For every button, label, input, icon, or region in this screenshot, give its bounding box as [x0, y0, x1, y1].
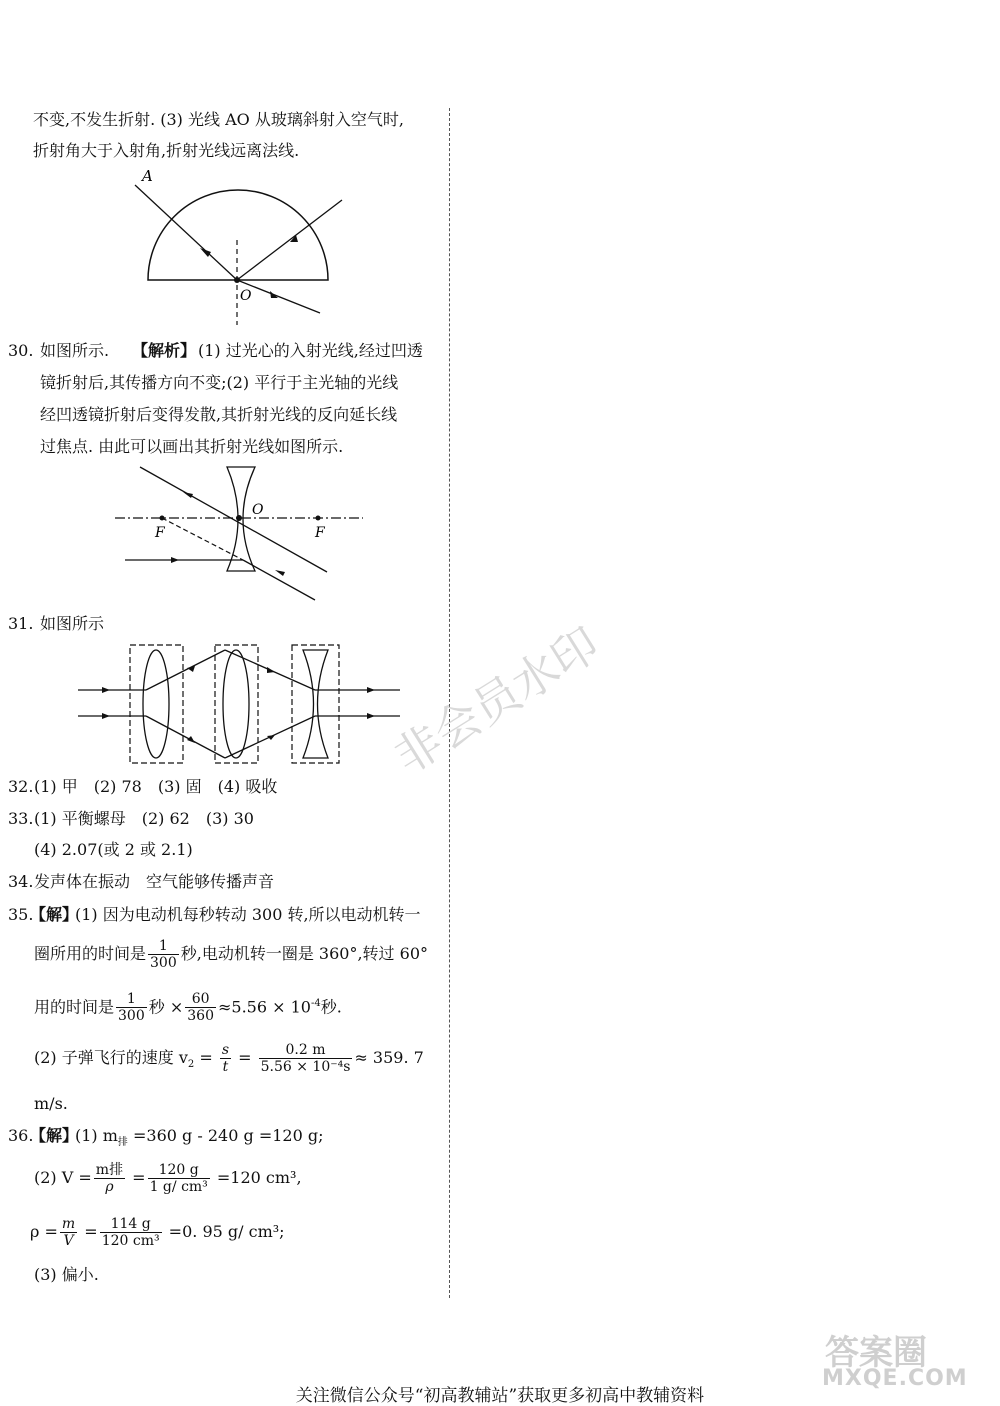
q34-text: 发声体在振动 空气能够传播声音 [34, 872, 275, 891]
q35-number: 35. [8, 905, 34, 924]
q35-tag: 【解】 [30, 905, 79, 924]
q35-frac3: $\frac{60}{360}$ [187, 991, 214, 1025]
q36-line1-sub: 排 [117, 1137, 128, 1149]
q35-line5: m/s. [34, 1094, 68, 1113]
q33-number: 33. [8, 809, 34, 828]
q35-line4a-sub: 2 [187, 1059, 195, 1071]
q31-number: 31. [8, 614, 34, 633]
q36-frac1: $\frac{\text{m排}}{\rho}$ [95, 1162, 124, 1195]
concave-lens-diagram [115, 462, 365, 607]
q35-line4 [34, 1040, 424, 1083]
q36-line2a: (2) V = [34, 1168, 92, 1187]
q30-line4: 过焦点. 由此可以画出其折射光线如图所示. [40, 437, 344, 456]
q35-frac5: $\frac{0.2 m}{\text{5.56 × 10⁻⁴s}}$ [260, 1042, 351, 1075]
q36-number: 36. [8, 1126, 34, 1145]
q32-text: (1) 甲 (2) 78 (3) 固 (4) 吸收 [34, 777, 278, 796]
q35-line3c-exp: -4 [310, 998, 321, 1009]
q36-tag: 【解】 [30, 1126, 79, 1145]
q35-line1: (1) 因为电动机每秒转动 300 转,所以电动机转一 [75, 905, 421, 924]
q36-frac4: $\frac{114 g}{\text{120 cm³}}$ [101, 1216, 160, 1249]
q35-frac2: $\frac{1}{300}$ [118, 991, 145, 1025]
page-footer: 关注微信公众号“初高教辅站”获取更多初高中教辅资料 [295, 1386, 705, 1406]
refraction-semicircle-diagram [120, 165, 360, 330]
q35-line4c: = [233, 1048, 257, 1067]
q32-number: 32. [8, 777, 34, 796]
fig29-label-a: A [142, 167, 153, 185]
site-logo-bottom: MXQE.COM [822, 1366, 968, 1391]
q36-line3a: ρ = [30, 1222, 58, 1241]
q35-line3d: 秒. [320, 997, 342, 1017]
q36-line1a: (1) m [75, 1126, 118, 1145]
q35-line3b: 秒 × [148, 997, 184, 1017]
q35-line3a: 用的时间是 [34, 997, 115, 1017]
fig30-label-f-right: F [315, 525, 325, 541]
q30-line1: (1) 过光心的入射光线,经过凹透 [198, 341, 423, 360]
q30-tag: 【解析】 [132, 341, 197, 360]
fig30-label-o: O [252, 502, 264, 518]
q30-line2: 镜折射后,其传播方向不变;(2) 平行于主光轴的光线 [40, 373, 399, 392]
q36-line2 [34, 1160, 302, 1196]
q36-line2c: =120 cm³, [211, 1168, 302, 1187]
q35-line3c: ≈5.56 × 10 [217, 997, 311, 1017]
q35-line4b: = [194, 1048, 218, 1067]
q31-text: 如图所示 [40, 614, 105, 633]
q35-frac4: $\frac{s}{t}$ [221, 1042, 230, 1075]
fig29-label-o: O [240, 288, 252, 304]
q35-line4d: ≈ 359. 7 [354, 1048, 424, 1067]
q35-line2b: 秒,电动机转一圈是 360°,转过 60° [180, 944, 428, 963]
q29-continuation-line1: 不变,不发生折射. (3) 光线 AO 从玻璃斜射入空气时, [33, 110, 404, 129]
q36-line4: (3) 偏小. [34, 1265, 99, 1284]
q36-frac2: $\frac{120 g}{\text{1 g/ cm³}}$ [149, 1162, 208, 1195]
q34-number: 34. [8, 872, 34, 891]
q36-line3 [30, 1214, 285, 1250]
q36-line1b: =360 g - 240 g =120 g; [127, 1126, 324, 1145]
fig30-label-f-left: F [155, 525, 165, 541]
q30-line3: 经凹透镜折射后变得发散,其折射光线的反向延长线 [40, 405, 398, 424]
lens-box-diagram [75, 640, 405, 770]
q36-frac3: $\frac{m}{V}$ [61, 1216, 76, 1249]
q36-line3c: =0. 95 g/ cm³; [163, 1222, 285, 1241]
q33-line2: (4) 2.07(或 2 或 2.1) [34, 840, 193, 859]
q35-line4a: (2) 子弹飞行的速度 v [34, 1048, 188, 1067]
q33-line1: (1) 平衡螺母 (2) 62 (3) 30 [34, 809, 254, 828]
q29-continuation-line2: 折射角大于入射角,折射光线远离法线. [33, 141, 300, 160]
watermark-text: 非会员水印 [384, 616, 609, 785]
q35-line2 [34, 936, 428, 972]
q36-line3b: = [79, 1222, 98, 1241]
q35-frac1: $\frac{1}{300}$ [150, 938, 177, 971]
q36-line1 [75, 1126, 323, 1153]
q36-line2b: = [127, 1168, 146, 1187]
q35-line3 [34, 986, 342, 1025]
q30-number: 30. [8, 341, 34, 360]
q30-intro: 如图所示. [40, 341, 110, 360]
q35-line2a: 圈所用的时间是 [34, 944, 147, 963]
site-logo-top: 答案圈 [825, 1333, 927, 1373]
